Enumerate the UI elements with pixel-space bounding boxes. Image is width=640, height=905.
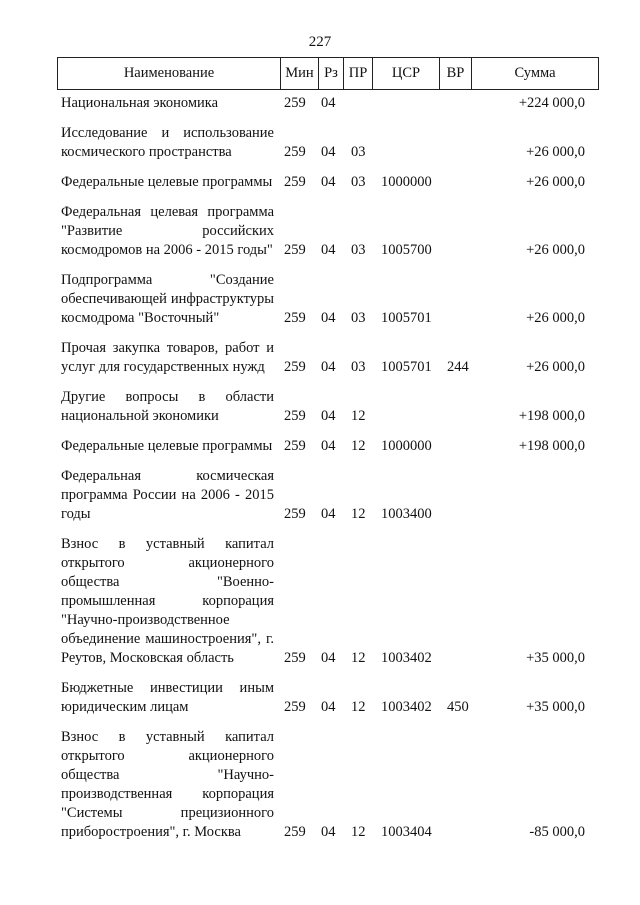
header-min: Мин	[281, 58, 319, 89]
row-sum: +26 000,0	[526, 310, 585, 326]
table-row	[57, 124, 599, 162]
row-vr: 450	[447, 699, 469, 715]
header-vr: ВР	[440, 58, 472, 89]
row-min: 259	[284, 242, 306, 258]
row-min: 259	[284, 650, 306, 666]
row-name: Федеральные целевые программы	[61, 174, 273, 190]
row-min: 259	[284, 95, 306, 111]
table-row	[57, 203, 599, 260]
row-rz: 04	[321, 310, 336, 326]
row-sum: +198 000,0	[518, 438, 585, 454]
row-name: Федеральные целевые программы	[61, 438, 273, 454]
table-row	[57, 535, 599, 668]
row-rz: 04	[321, 144, 336, 160]
row-csr: 1003404	[381, 824, 432, 840]
row-pr: 12	[351, 438, 366, 454]
table-row	[57, 94, 599, 113]
row-rz: 04	[321, 359, 336, 375]
row-rz: 04	[321, 174, 336, 190]
header-sum: Сумма	[514, 65, 556, 81]
row-min: 259	[284, 438, 306, 454]
table-row	[57, 339, 599, 377]
row-rz: 04	[321, 95, 336, 111]
row-sum: +26 000,0	[526, 144, 585, 160]
row-csr: 1003402	[381, 699, 432, 715]
row-csr: 1000000	[381, 438, 432, 454]
row-pr: 03	[351, 242, 366, 258]
row-name: Бюджетные инвестиции иным юридическим лицам	[61, 680, 274, 715]
row-name: Другие вопросы в области национальной экономики	[61, 389, 274, 424]
row-min: 259	[284, 144, 306, 160]
row-sum: -85 000,0	[529, 824, 585, 840]
row-sum: +35 000,0	[526, 699, 585, 715]
row-sum: +26 000,0	[526, 174, 585, 190]
row-name: Исследование и использование космического пространства	[61, 125, 274, 160]
row-pr: 03	[351, 359, 366, 375]
row-sum: +35 000,0	[526, 650, 585, 666]
page-number: 227	[308, 34, 332, 50]
row-rz: 04	[321, 650, 336, 666]
row-rz: 04	[321, 506, 336, 522]
row-min: 259	[284, 359, 306, 375]
row-rz: 04	[321, 824, 336, 840]
row-vr: 244	[447, 359, 469, 375]
table-row	[57, 437, 599, 456]
row-min: 259	[284, 310, 306, 326]
row-rz: 04	[321, 242, 336, 258]
row-pr: 03	[351, 310, 366, 326]
row-min: 259	[284, 174, 306, 190]
row-csr: 1000000	[381, 174, 432, 190]
table-body	[57, 91, 599, 842]
row-pr: 03	[351, 144, 366, 160]
row-csr: 1003402	[381, 650, 432, 666]
row-csr: 1005700	[381, 242, 432, 258]
row-name: Прочая закупка товаров, работ и услуг для государственных нужд	[61, 340, 274, 375]
row-min: 259	[284, 699, 306, 715]
row-pr: 03	[351, 174, 366, 190]
row-rz: 04	[321, 438, 336, 454]
row-pr: 12	[351, 699, 366, 715]
row-name: Национальная экономика	[61, 95, 219, 111]
row-name: Взнос в уставный капитал открытого акционерного общества "Военно-промышленная корпорация "Научно-производственное объединение машиностроения", г. Реутов, Московская область	[61, 536, 274, 666]
row-pr: 12	[351, 650, 366, 666]
table-row	[57, 728, 599, 842]
row-rz: 04	[321, 408, 336, 424]
row-sum: +224 000,0	[518, 95, 585, 111]
row-pr: 12	[351, 408, 366, 424]
row-csr: 1003400	[381, 506, 432, 522]
row-pr: 12	[351, 506, 366, 522]
table-row	[57, 271, 599, 328]
row-sum: +26 000,0	[526, 242, 585, 258]
row-min: 259	[284, 824, 306, 840]
table-row	[57, 173, 599, 192]
row-pr: 12	[351, 824, 366, 840]
row-min: 259	[284, 408, 306, 424]
row-rz: 04	[321, 699, 336, 715]
row-csr: 1005701	[381, 310, 432, 326]
row-sum: +26 000,0	[526, 359, 585, 375]
row-sum: +198 000,0	[518, 408, 585, 424]
table-row	[57, 679, 599, 717]
header-csr: ЦСР	[373, 58, 440, 89]
table-row	[57, 467, 599, 524]
table-row	[57, 388, 599, 426]
row-name: Взнос в уставный капитал открытого акционерного общества "Научно-производственная корпорация "Системы прецизионного приборостроения", г. Москва	[61, 729, 274, 840]
row-min: 259	[284, 506, 306, 522]
row-name: Федеральная космическая программа России на 2006 - 2015 годы	[61, 468, 274, 522]
row-csr: 1005701	[381, 359, 432, 375]
table-header	[57, 57, 599, 90]
header-name: Наименование	[58, 58, 281, 89]
header-pr: ПР	[344, 58, 373, 89]
header-rz: Рз	[319, 58, 344, 89]
row-name: Подпрограмма "Создание обеспечивающей инфраструктуры космодрома "Восточный"	[61, 272, 274, 326]
row-name: Федеральная целевая программа "Развитие российских космодромов на 2006 - 2015 годы"	[61, 204, 274, 258]
